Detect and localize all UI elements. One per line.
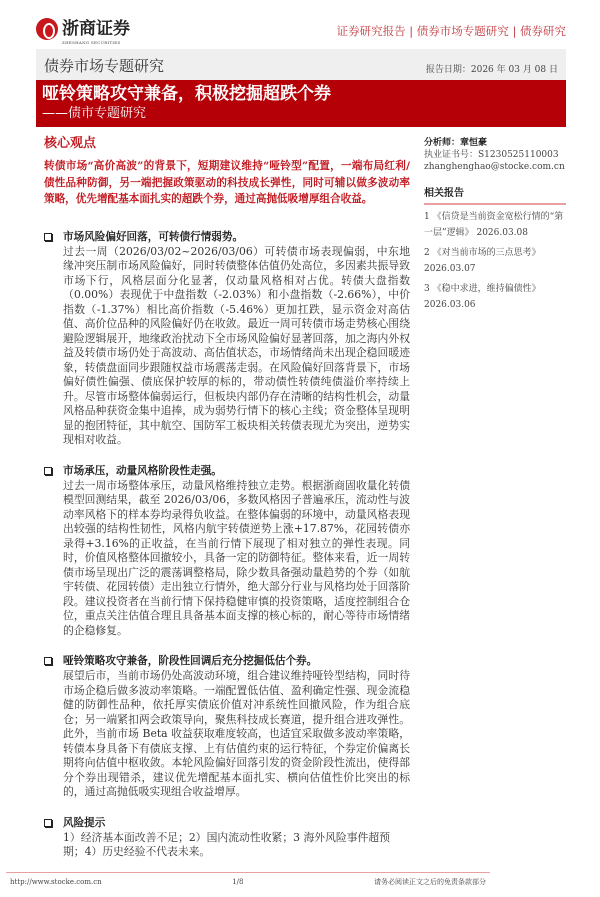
top-bar	[36, 0, 566, 49]
logo-name: 浙商证券	[62, 19, 130, 39]
main-column	[44, 135, 410, 860]
analyst-email[interactable]: zhanghenghao@stocke.com.cn	[424, 162, 565, 172]
content-area	[44, 135, 566, 860]
section-heading-text: 风险提示	[63, 816, 106, 829]
checkbox-bullet-icon	[44, 657, 52, 665]
report-type: 债券市场专题研究	[44, 57, 165, 75]
section	[44, 816, 410, 860]
checkbox-bullet-icon	[44, 233, 52, 241]
analyst-license: 执业证书号：S1230525110003	[424, 150, 559, 160]
section-heading-text: 市场风险偏好回落，可转债行情弱势。	[63, 230, 244, 243]
section-paragraph: 过去一周（2026/03/02~2026/03/06）可转债市场表现偏弱，中东地缘冲突压制市场风险偏好，同时转债整体估值仍处高位，多因素共振导致市场下行，风格层面分化显著，仅动量风格相对占优。转债大盘指数（0.00%）表现优于中盘指数（-2.03%）和小盘指数（-2.66%），中价指数（-1.37%）相比高价指数（-5.46%）更加扛跌，显示资金对高估值、高价位品种的风险偏好仍在收敛。最近一周可转债市场走势核心围绕避险逻辑展开，地缘政治扰动下全市场风险偏好显著回落，加之海内外权益及转债市场仍处于高波动、高估值状态，市场情绪尚未出现企稳回暖迹象，转债盘面同步跟随权益市场震荡走弱。在风险偏好回落背景下，市场偏好债性偏强、债底保护较厚的标的，带动债性转债纯债溢价率持续上升。尽管市场整体偏弱运行，但板块内部仍存在清晰的结构性机会，动量风格品种获资金集中追捧，成为弱势行情下的核心主线；资金整体呈现明显的抱团特征，其中航空、国防军工板块相关转债表现尤为突出，逆势实现相对收益。	[63, 244, 410, 446]
section-paragraph: 展望后市，当前市场仍处高波动环境，组合建议维持哑铃型结构，同时待市场企稳后做多波动率策略。一端配置低估值、盈利确定性强、现金流稳健的防御性品种，依托厚实债底价值对冲系统性回撤风险，作为组合底仓；另一端紧扣两会政策导向，聚焦科技成长赛道，提升组合进攻弹性。此外，当前市场 Beta 收益获取难度较高，也适宜采取做多波动率策略，转债本身具备下有债底支撑、上有估值约束的运行特征，个券定价偏离长期将向估值中枢收敛。本轮风险偏好回落引发的资金阶段性流出，使得部分个券出现错杀，建议优先增配基本面扎实、横向估值性价比突出的标的，通过高抛低吸实现组合收益增厚。	[63, 669, 410, 798]
report-category-nav: 证券研究报告 | 债券市场专题研究 | 债券研究	[336, 24, 566, 38]
core-view-heading: 核心观点	[44, 136, 97, 151]
core-view-text: 转债市场“高价高波”的背景下，短期建议维持“哑铃型”配置，一端布局红利/债性品种防御，另一端把握政策驱动的科技成长弹性，同时可辅以做多波动率策略，优先增配基本面扎实的超跌个券，通过高抛低吸增厚组合收益。	[44, 160, 410, 205]
risk-text: 1）经济基本面改善不足；2）国内流动性收紧；3 海外风险事件超预期；4）历史经验不代表未来。	[63, 830, 390, 858]
report-subtitle: ——债市专题研究	[42, 106, 147, 121]
section-heading	[44, 654, 410, 668]
related-report-item[interactable]: 1 《信贷是当前资金宽松行情的“第一层”逻辑》 2026.03.08	[424, 212, 564, 238]
footer	[6, 872, 490, 887]
section-heading	[44, 230, 410, 244]
section	[44, 464, 410, 639]
company-logo	[36, 18, 130, 40]
checkbox-bullet-icon	[44, 819, 52, 827]
logo-mark-icon	[36, 18, 58, 40]
report-title: 哑铃策略攻守兼备，积极挖掘超跌个券	[42, 84, 331, 104]
footer-disclaimer: 请务必阅读正文之后的免责条款部分	[374, 877, 486, 886]
page-number: 1/8	[232, 877, 244, 886]
section	[44, 230, 410, 448]
checkbox-bullet-icon	[44, 467, 52, 475]
section	[44, 654, 410, 800]
title-banner	[36, 80, 566, 127]
section-heading-text: 哑铃策略攻守兼备，阶段性回调后充分挖掘低估个券。	[63, 655, 318, 667]
logo-subtitle: ZHESHANG SECURITIES	[62, 40, 121, 45]
related-report-item[interactable]: 3 《稳中求进，维持偏债性》 2026.03.06	[424, 284, 541, 310]
sidebar	[424, 135, 566, 313]
section-paragraph: 过去一周市场整体承压，动量风格维持独立走势。根据浙商固收量化转债模型回测结果，截至 2026/03/06，多数风格因子普遍承压，流动性与波动率风格下的样本券均录得负收益。在整体偏弱的环境中，动量风格表现出较强的结构性韧性，风格内航宇转债逆势上涨+17.87%，花园转债亦录得+3.16%的正收益，在当前行情下展现了相对独立的弹性表现。同时，价值风格整体回撤较小，具备一定的防御特征。整体来看，近一周转债市场呈现出广泛的震荡调整格局，除少数具备强动量趋势的个券（如航宇转债、花园转债）走出独立行情外，绝大部分行业与风格均处于回落阶段。建议投资者在当前行情下保持稳健审慎的投资策略，适度控制组合仓位，重点关注估值合理且具备基本面支撑的核心标的，耐心等待市场情绪的企稳修复。	[63, 478, 410, 637]
section-heading-text: 市场承压，动量风格阶段性走强。	[63, 464, 222, 477]
section-heading	[44, 816, 410, 830]
report-date: 报告日期：2026 年 03 月 08 日	[425, 65, 558, 75]
analyst-name: 分析师：章恒豪	[424, 138, 488, 148]
report-type-band	[36, 49, 566, 80]
related-reports-heading: 相关报告	[424, 187, 566, 205]
footer-url[interactable]: http://www.stocke.com.cn	[10, 877, 102, 886]
related-report-item[interactable]: 2 《对当前市场的三点思考》 2026.03.07	[424, 248, 541, 274]
section-heading	[44, 464, 410, 478]
